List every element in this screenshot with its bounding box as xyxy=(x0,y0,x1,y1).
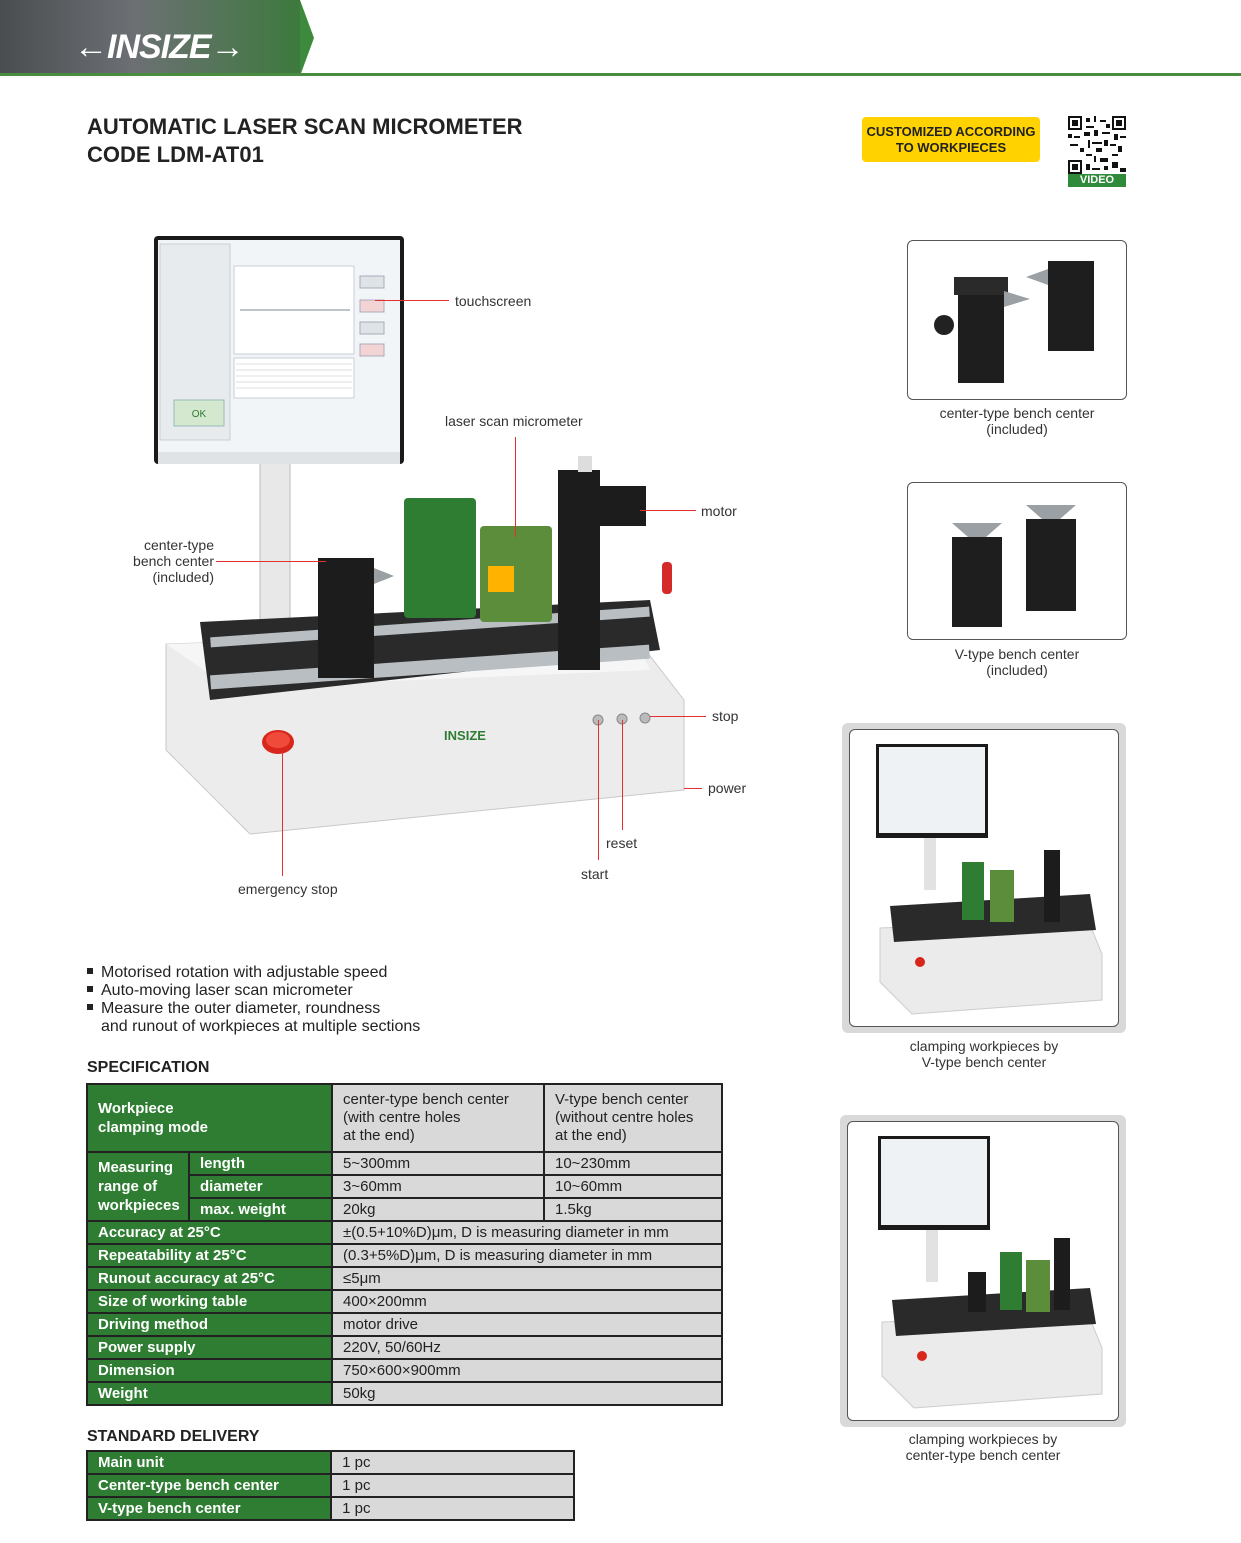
badge-line-1: CUSTOMIZED ACCORDING xyxy=(866,123,1036,139)
specification-title: SPECIFICATION xyxy=(87,1059,210,1076)
range-row-v: 10~230mm xyxy=(544,1152,722,1175)
delivery-table xyxy=(86,1450,575,1521)
clamp-center-machine-image xyxy=(848,1122,1118,1420)
clamping-mode-label: Workpiece clamping mode xyxy=(87,1084,332,1152)
clamp-center-caption-1: clamping workpieces by xyxy=(908,1431,1058,1447)
leader-center-type xyxy=(216,561,326,562)
leader-emergency xyxy=(282,752,283,876)
v-type-column: V-type bench center (without centre holes at the end) xyxy=(544,1084,722,1152)
range-row-label: max. weight xyxy=(189,1198,332,1221)
clamp-v-caption-1: clamping workpieces by xyxy=(909,1038,1059,1054)
spec-label: Weight xyxy=(87,1382,332,1405)
range-row-label: length xyxy=(189,1152,332,1175)
callout-touchscreen: touchscreen xyxy=(455,293,532,309)
callout-motor: motor xyxy=(701,503,737,519)
leader-reset xyxy=(622,720,623,830)
range-row-center: 3~60mm xyxy=(332,1175,544,1198)
range-row-v: 10~60mm xyxy=(544,1175,722,1198)
screen-ok-text: OK xyxy=(191,409,207,420)
leader-power xyxy=(684,788,702,789)
table-row xyxy=(87,1359,722,1382)
center-type-caption xyxy=(907,405,1127,437)
laser-scan-emitter xyxy=(404,498,476,618)
feature-item: Measure the outer diameter, roundness xyxy=(87,1000,380,1018)
table-row xyxy=(87,1084,722,1152)
spec-value: ±(0.5+10%D)μm, D is measuring diameter in mm xyxy=(332,1221,722,1244)
delivery-title: STANDARD DELIVERY xyxy=(87,1428,260,1445)
table-row xyxy=(87,1336,722,1359)
stop-button xyxy=(640,713,650,723)
specification-table xyxy=(86,1083,723,1406)
callout-center-type xyxy=(130,537,214,585)
product-title: AUTOMATIC LASER SCAN MICROMETER xyxy=(87,114,523,139)
leader-touchscreen xyxy=(375,300,449,301)
table-row xyxy=(87,1221,722,1244)
center-type-caption-1: center-type bench center xyxy=(939,405,1095,421)
callout-start: start xyxy=(581,866,609,882)
spec-label: Accuracy at 25°C xyxy=(87,1221,332,1244)
center-type-bench-center xyxy=(318,558,374,678)
clamp-center-caption xyxy=(840,1431,1126,1463)
range-row-label: diameter xyxy=(189,1175,332,1198)
callout-stop: stop xyxy=(712,708,739,724)
table-row xyxy=(87,1382,722,1405)
product-illustration xyxy=(130,230,730,870)
table-row xyxy=(87,1152,722,1175)
v-type-caption-1: V-type bench center xyxy=(954,646,1080,662)
monitor-stand xyxy=(260,460,290,630)
product-code: CODE LDM-AT01 xyxy=(87,142,264,167)
header-arrow xyxy=(300,0,314,76)
spec-value: (0.3+5%D)μm, D is measuring diameter in mm xyxy=(332,1244,722,1267)
spec-value: 750×600×900mm xyxy=(332,1359,722,1382)
table-row xyxy=(87,1497,574,1520)
clamp-center-image-frame xyxy=(840,1115,1126,1427)
callout-center-line-2: bench center xyxy=(133,553,214,569)
leader-stop xyxy=(650,716,706,717)
leader-start xyxy=(598,720,599,860)
header-divider xyxy=(0,73,1241,76)
range-row-center: 20kg xyxy=(332,1198,544,1221)
v-type-image-frame xyxy=(907,482,1127,640)
clamp-center-caption-2: center-type bench center xyxy=(905,1447,1061,1463)
range-row-v: 1.5kg xyxy=(544,1198,722,1221)
table-row xyxy=(87,1244,722,1267)
callout-reset: reset xyxy=(606,835,638,851)
center-type-bench-image xyxy=(908,241,1126,399)
clamp-v-caption-2: V-type bench center xyxy=(921,1054,1047,1070)
spec-value: 220V, 50/60Hz xyxy=(332,1336,722,1359)
callout-power: power xyxy=(708,780,747,796)
delivery-value: 1 pc xyxy=(331,1474,574,1497)
spec-label: Dimension xyxy=(87,1359,332,1382)
delivery-value: 1 pc xyxy=(331,1451,574,1474)
table-row xyxy=(87,1290,722,1313)
v-type-caption-2: (included) xyxy=(986,662,1048,678)
table-row xyxy=(87,1267,722,1290)
cabinet-brand-text: INSIZE xyxy=(444,728,486,743)
spec-value: motor drive xyxy=(332,1313,722,1336)
center-type-column: center-type bench center (with centre holes at the end) xyxy=(332,1084,544,1152)
delivery-label: Main unit xyxy=(87,1451,331,1474)
clamp-v-caption xyxy=(842,1038,1126,1070)
spec-label: Size of working table xyxy=(87,1290,332,1313)
qr-code-icon[interactable] xyxy=(1068,116,1126,174)
callout-center-line-3: (included) xyxy=(152,569,214,585)
leader-laser xyxy=(515,437,516,537)
v-type-bench-image xyxy=(908,483,1126,639)
delivery-label: V-type bench center xyxy=(87,1497,331,1520)
table-row xyxy=(87,1451,574,1474)
v-type-caption xyxy=(907,646,1127,678)
qr-video-label: VIDEO xyxy=(1068,174,1126,187)
spec-value: 50kg xyxy=(332,1382,722,1405)
motor-column xyxy=(558,470,600,670)
spec-value: ≤5μm xyxy=(332,1267,722,1290)
insize-logo: ←INSIZE→ xyxy=(74,28,244,66)
motor xyxy=(600,486,646,526)
customized-badge xyxy=(862,117,1040,162)
delivery-value: 1 pc xyxy=(331,1497,574,1520)
table-row xyxy=(87,1474,574,1497)
measuring-range-label: Measuring range of workpieces xyxy=(87,1152,189,1221)
clamp-v-machine-image xyxy=(850,730,1118,1026)
clamp-v-image-frame xyxy=(842,723,1126,1033)
spec-label: Runout accuracy at 25°C xyxy=(87,1267,332,1290)
callout-center-line-1: center-type xyxy=(143,537,214,553)
table-row xyxy=(87,1313,722,1336)
leader-motor xyxy=(640,510,696,511)
center-type-image-frame xyxy=(907,240,1127,400)
delivery-label: Center-type bench center xyxy=(87,1474,331,1497)
clamp-handle xyxy=(662,562,672,594)
range-row-center: 5~300mm xyxy=(332,1152,544,1175)
feature-item: Motorised rotation with adjustable speed xyxy=(87,964,387,982)
callout-emergency-stop: emergency stop xyxy=(238,881,338,897)
center-type-caption-2: (included) xyxy=(986,421,1048,437)
monitor-chin xyxy=(158,452,400,464)
feature-item-continued: and runout of workpieces at multiple sections xyxy=(101,1018,421,1035)
badge-line-2: TO WORKPIECES xyxy=(895,139,1007,155)
spec-label: Repeatability at 25°C xyxy=(87,1244,332,1267)
callout-laser-scan-micrometer: laser scan micrometer xyxy=(445,413,583,429)
spec-value: 400×200mm xyxy=(332,1290,722,1313)
feature-item: Auto-moving laser scan micrometer xyxy=(87,982,353,1000)
spec-label: Power supply xyxy=(87,1336,332,1359)
spec-label: Driving method xyxy=(87,1313,332,1336)
